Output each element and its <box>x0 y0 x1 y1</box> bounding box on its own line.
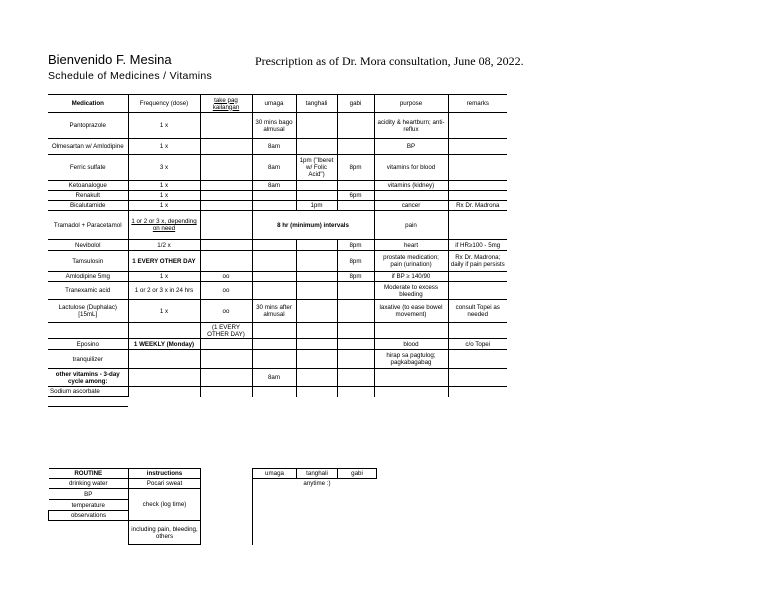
take-pag-kailangan-header: take pag kailangan <box>200 95 252 113</box>
remarks-cell: Rx Dr. Madrona; daily if pain persists <box>448 251 507 272</box>
table-row <box>48 300 507 323</box>
table-row <box>48 387 507 397</box>
remarks-cell <box>448 282 507 300</box>
table-row <box>48 282 507 300</box>
table-row <box>48 251 507 272</box>
purpose-cell: acidity & heartburn; anti-reflux <box>374 113 448 139</box>
instruction-item: check (log time) <box>129 489 201 521</box>
medication-name-header: Medication <box>48 95 128 113</box>
umaga-cell <box>252 251 296 272</box>
tanghali-cell: 1pm <box>296 201 337 211</box>
medication-name-cell <box>48 323 128 339</box>
umaga-cell <box>252 350 296 369</box>
take-pag-kailangan-cell <box>200 181 252 191</box>
routine-item: BP <box>49 489 129 500</box>
purpose-cell: Moderate to excess bleeding <box>374 282 448 300</box>
frequency-cell: 1 x <box>128 181 200 191</box>
purpose-cell: blood <box>374 339 448 350</box>
tanghali-cell <box>296 323 337 339</box>
table-row <box>48 201 507 211</box>
instruction-item: including pain, bleeding, others <box>129 521 201 545</box>
remarks-cell <box>448 139 507 155</box>
umaga-cell: 8am <box>252 139 296 155</box>
frequency-cell: 1 WEEKLY (Monday) <box>128 339 200 350</box>
medication-name-cell: Sodium ascorbate <box>48 387 128 397</box>
tanghali-cell <box>296 191 337 201</box>
gabi-cell: 6pm <box>337 191 374 201</box>
remarks-cell <box>448 181 507 191</box>
routine-item: temperature <box>71 501 105 509</box>
medication-name-cell: Ketoanalogue <box>48 181 128 191</box>
table-row <box>48 350 507 369</box>
table-row <box>48 155 507 181</box>
frequency-header: Frequency (dose) <box>128 95 200 113</box>
take-pag-kailangan-cell <box>200 201 252 211</box>
tanghali-cell <box>296 300 337 323</box>
anytime-note: anytime :) <box>303 480 331 488</box>
purpose-cell: prostate medication; pain (urination) <box>374 251 448 272</box>
remarks-cell <box>448 323 507 339</box>
take-pag-kailangan-cell <box>200 350 252 369</box>
table-row <box>48 181 507 191</box>
gabi-header: gabi <box>337 95 374 113</box>
take-pag-kailangan-cell <box>200 387 252 397</box>
remarks-cell <box>448 191 507 201</box>
gabi-cell: 8pm <box>337 272 374 282</box>
frequency-cell <box>128 369 200 387</box>
purpose-cell: laxative (to ease bowel movement) <box>374 300 448 323</box>
purpose-cell: vitamins for blood <box>374 155 448 181</box>
blank-row <box>48 397 128 407</box>
umaga-cell: 8 hr (minimum) intervals <box>252 211 374 240</box>
take-pag-kailangan-cell: (1 EVERY OTHER DAY) <box>200 323 252 339</box>
gabi-cell: 8pm <box>337 240 374 251</box>
umaga-cell <box>252 339 296 350</box>
gabi-cell <box>337 323 374 339</box>
gabi-cell <box>337 113 374 139</box>
umaga-cell: 8am <box>252 155 296 181</box>
frequency-cell: 1 x <box>128 201 200 211</box>
table-row <box>48 323 507 339</box>
tanghali-cell <box>296 139 337 155</box>
umaga-cell <box>252 272 296 282</box>
routine-umaga-header: umaga <box>253 469 297 479</box>
frequency-cell: 1 x <box>128 300 200 323</box>
table-row <box>48 272 507 282</box>
frequency-cell: 1/2 x <box>128 240 200 251</box>
take-pag-kailangan-cell <box>200 139 252 155</box>
remarks-header: remarks <box>448 95 507 113</box>
frequency-cell: 1 x <box>128 113 200 139</box>
purpose-cell: vitamins (kidney) <box>374 181 448 191</box>
purpose-cell <box>374 387 448 397</box>
tanghali-cell <box>296 181 337 191</box>
purpose-cell: if BP ≥ 140/90 <box>374 272 448 282</box>
frequency-cell: 1 x <box>128 191 200 201</box>
table-row <box>48 240 507 251</box>
patient-name: Bienvenido F. Mesina <box>48 52 172 67</box>
umaga-cell: 30 mins after almusal <box>252 300 296 323</box>
take-pag-kailangan-cell <box>200 369 252 387</box>
take-pag-kailangan-cell: oo <box>200 282 252 300</box>
take-pag-kailangan-cell <box>200 211 252 240</box>
prescription-note: Prescription as of Dr. Mora consultation, June 08, 2022. <box>255 54 524 68</box>
gabi-cell <box>337 282 374 300</box>
medication-name-cell: other vitamins - 3-day cycle among: <box>48 369 128 387</box>
frequency-cell: 1 or 2 or 3 x, depending on need <box>128 211 200 240</box>
umaga-cell <box>252 282 296 300</box>
medication-name-cell: Renakult <box>48 191 128 201</box>
medication-name-cell: Tramadol + Paracetamol <box>48 211 128 240</box>
purpose-cell: BP <box>374 139 448 155</box>
gabi-cell <box>337 387 374 397</box>
purpose-cell: pain <box>374 211 448 240</box>
gabi-cell <box>337 201 374 211</box>
remarks-cell <box>448 369 507 387</box>
frequency-cell <box>128 350 200 369</box>
take-pag-kailangan-cell: oo <box>200 300 252 323</box>
routine-gabi-header: gabi <box>338 469 377 479</box>
frequency-cell: 1 EVERY OTHER DAY <box>128 251 200 272</box>
take-pag-kailangan-cell <box>200 191 252 201</box>
tanghali-header: tanghali <box>296 95 337 113</box>
table-row <box>48 139 507 155</box>
gabi-cell <box>337 139 374 155</box>
gabi-cell <box>337 350 374 369</box>
table-row <box>48 339 507 350</box>
frequency-cell <box>128 387 200 397</box>
tanghali-cell <box>296 272 337 282</box>
umaga-cell: 8am <box>252 369 296 387</box>
purpose-cell <box>374 191 448 201</box>
take-pag-kailangan-cell <box>200 240 252 251</box>
gabi-cell <box>337 369 374 387</box>
medication-name-cell: Bicalutamide <box>48 201 128 211</box>
frequency-cell <box>128 323 200 339</box>
umaga-header: umaga <box>252 95 296 113</box>
gabi-cell: 8pm <box>337 251 374 272</box>
take-pag-kailangan-cell <box>200 155 252 181</box>
routine-header: ROUTINE <box>49 469 129 479</box>
medication-name-cell: Tamsulosin <box>48 251 128 272</box>
routine-item: drinking water <box>49 479 129 489</box>
tanghali-cell <box>296 282 337 300</box>
umaga-cell: 8am <box>252 181 296 191</box>
remarks-cell <box>448 211 507 240</box>
schedule-subtitle: Schedule of Medicines / Vitamins <box>48 70 213 82</box>
take-pag-kailangan-cell: oo <box>200 272 252 282</box>
remarks-cell <box>448 272 507 282</box>
purpose-cell: hirap sa pagtulog; pagkabagabag <box>374 350 448 369</box>
routine-item: observations <box>49 511 129 521</box>
umaga-cell <box>252 191 296 201</box>
remarks-cell <box>448 350 507 369</box>
umaga-cell <box>252 387 296 397</box>
purpose-cell: cancer <box>374 201 448 211</box>
medication-name-cell: Lactulose (Duphalac) [15mL] <box>48 300 128 323</box>
instructions-header: instructions <box>129 469 201 479</box>
remarks-cell: c/o Topei <box>448 339 507 350</box>
tanghali-cell <box>296 339 337 350</box>
umaga-cell <box>252 240 296 251</box>
frequency-cell: 1 or 2 or 3 x in 24 hrs <box>128 282 200 300</box>
table-row <box>48 191 507 201</box>
take-pag-kailangan-cell <box>200 113 252 139</box>
take-pag-kailangan-cell <box>200 339 252 350</box>
medication-name-cell: Ferric sulfate <box>48 155 128 181</box>
instruction-item: Pocari sweat <box>129 479 201 489</box>
routine-tanghali-header: tanghali <box>297 469 338 479</box>
tanghali-cell <box>296 251 337 272</box>
remarks-cell: consult Topei as needed <box>448 300 507 323</box>
medication-name-cell: Olmesartan w/ Amlodipine <box>48 139 128 155</box>
medication-name-cell: Amlodipine 5mg <box>48 272 128 282</box>
tanghali-cell <box>296 240 337 251</box>
remarks-cell: Rx Dr. Madrona <box>448 201 507 211</box>
table-row <box>48 113 507 139</box>
medication-table <box>48 94 507 407</box>
tanghali-cell <box>296 387 337 397</box>
medication-name-cell: Tranexamic acid <box>48 282 128 300</box>
table-row <box>48 211 507 240</box>
tanghali-cell <box>296 369 337 387</box>
frequency-cell: 1 x <box>128 272 200 282</box>
table-row <box>48 369 507 387</box>
medication-name-cell: Pantoprazole <box>48 113 128 139</box>
medication-name-cell: Eposino <box>48 339 128 350</box>
medication-name-cell: Nevibolol <box>48 240 128 251</box>
purpose-cell: heart <box>374 240 448 251</box>
remarks-cell <box>448 155 507 181</box>
remarks-cell: if HR≥100 - 5mg <box>448 240 507 251</box>
tanghali-cell: 1pm ("Iberet w/ Folic Acid") <box>296 155 337 181</box>
umaga-cell: 30 mins bago almusal <box>252 113 296 139</box>
gabi-cell: 8pm <box>337 155 374 181</box>
gabi-cell <box>337 300 374 323</box>
frequency-cell: 3 x <box>128 155 200 181</box>
frequency-cell: 1 x <box>128 139 200 155</box>
gabi-cell <box>337 181 374 191</box>
umaga-cell <box>252 323 296 339</box>
routine-table <box>48 468 377 545</box>
remarks-cell <box>448 113 507 139</box>
remarks-cell <box>448 387 507 397</box>
gabi-cell <box>337 339 374 350</box>
take-pag-kailangan-cell <box>200 251 252 272</box>
tanghali-cell <box>296 350 337 369</box>
medication-name-cell: tranquilizer <box>48 350 128 369</box>
purpose-header: purpose <box>374 95 448 113</box>
purpose-cell <box>374 369 448 387</box>
purpose-cell <box>374 323 448 339</box>
umaga-cell <box>252 201 296 211</box>
tanghali-cell <box>296 113 337 139</box>
